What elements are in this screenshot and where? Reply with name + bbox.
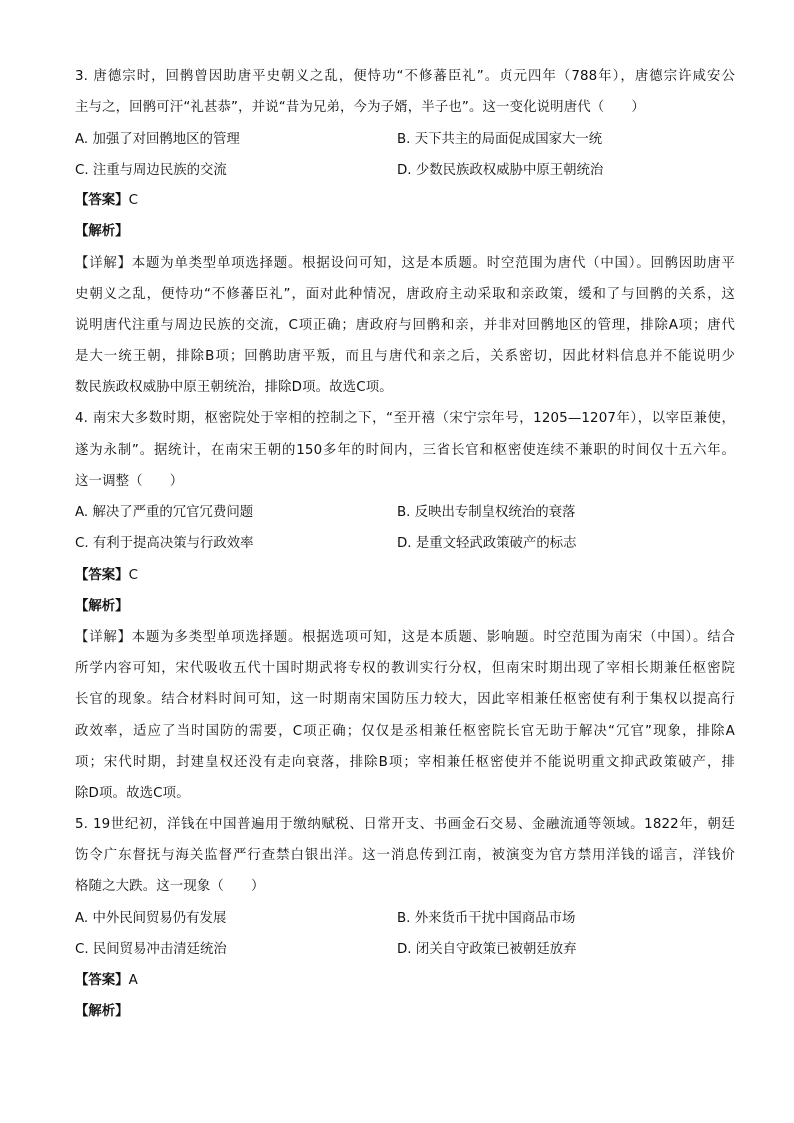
q4-answer-label: 【答案】 [75,568,129,583]
q5-analysis-label: 【解析】 [75,1004,129,1019]
q4-detail-line-1: 【详解】本题为多类型单项选择题。根据选项可知，这是本质题、影响题。时空范围为南宋（中国）。结合 [75,630,735,645]
q4-analysis-label: 【解析】 [75,599,129,614]
q3-option-c: C. 注重与周边民族的交流 [75,163,227,178]
q3-analysis-label: 【解析】 [75,224,129,239]
q5-answer-row [75,971,138,991]
q5-stem-line-2: 饬令广东督抚与海关监督严行查禁白银出洋。这一消息传到江南，被演变为官方禁用洋钱的谣言，洋钱价 [75,848,735,863]
q4-option-d: D. 是重文轻武政策破产的标志 [397,536,577,551]
q3-option-a: A. 加强了对回鹘地区的管理 [75,132,240,147]
q4-detail-line-5: 项；宋代时期，封建皇权还没有走向衰落，排除B项；宰相兼任枢密使并不能说明重文抑武政策破产，排 [75,755,735,770]
q4-stem-line-1: 4. 南宋大多数时期，枢密院处于宰相的控制之下，“至开禧（宋宁宗年号，1205—1207年），以宰臣兼使， [75,411,735,426]
q4-detail-line-4: 政效率，适应了当时国防的需要，C项正确；仅仅是丞相兼任枢密院长官无助于解决“冗官”现象，排除A [75,724,735,739]
q5-answer-value: A [128,973,138,988]
q5-answer-label: 【答案】 [75,973,129,988]
q4-option-c: C. 有利于提高决策与行政效率 [75,536,254,551]
q4-stem-line-2: 遂为永制”。据统计，在南宋王朝的150多年的时间内，三省长官和枢密使连续不兼职的时间仅十五六年。 [75,443,735,458]
q3-option-b: B. 天下共主的局面促成国家大一统 [397,132,603,147]
q3-answer-value: C [128,193,138,208]
q4-stem-line-3: 这一调整（ ） [75,474,184,489]
q4-detail-line-3: 长官的现象。结合材料时间可知，这一时期南宋国防压力较大，因此宰相兼任枢密使有利于集权以提高行 [75,692,735,707]
q5-option-b: B. 外来货币干扰中国商品市场 [397,911,576,926]
q4-answer-value: C [128,568,138,583]
q3-stem-line-2: 主与之，回鹘可汗“礼甚恭”，并说“昔为兄弟，今为子婿，半子也”。这一变化说明唐代（ ） [75,100,645,115]
q5-option-d: D. 闭关自守政策已被朝廷放弃 [397,942,577,957]
q5-stem-line-1: 5. 19世纪初，洋钱在中国普遍用于缴纳赋税、日常开支、书画金石交易、金融流通等领域。1822年，朝廷 [75,817,735,832]
q3-detail-line-2: 史朝义之乱，便恃功“不修蕃臣礼”，面对此种情况，唐政府主动采取和亲政策，缓和了与回鹘的关系，这 [75,287,735,302]
q4-option-b: B. 反映出专制皇权统治的衰落 [397,505,576,520]
q5-option-c: C. 民间贸易冲击清廷统治 [75,942,227,957]
q4-option-a: A. 解决了严重的冗官冗费问题 [75,505,254,520]
q3-detail-line-4: 是大一统王朝，排除B项；回鹘助唐平叛，而且与唐代和亲之后，关系密切，因此材料信息并不能说明少 [75,349,735,364]
q3-answer-row [75,191,138,211]
q4-detail-line-6: 除D项。故选C项。 [75,786,190,801]
q5-option-a: A. 中外民间贸易仍有发展 [75,911,227,926]
q5-stem-line-3: 格随之大跌。这一现象（ ） [75,879,265,894]
q4-detail-line-2: 所学内容可知，宋代吸收五代十国时期武将专权的教训实行分权，但南宋时期出现了宰相长期兼任枢密院 [75,661,735,676]
q3-option-d: D. 少数民族政权威胁中原王朝统治 [397,163,604,178]
q3-detail-line-3: 说明唐代注重与周边民族的交流，C项正确；唐政府与回鹘和亲，并非对回鹘地区的管理，排除A项；唐代 [75,318,735,333]
q3-stem-line-1: 3. 唐德宗时，回鹘曾因助唐平史朝义之乱，便恃功“不修蕃臣礼”。贞元四年（788年），唐德宗许咸安公 [75,69,735,84]
q3-detail-line-1: 【详解】本题为单类型单项选择题。根据设问可知，这是本质题。时空范围为唐代（中国）。回鹘因助唐平 [75,256,735,271]
q3-answer-label: 【答案】 [75,193,129,208]
q4-answer-row [75,566,138,586]
q3-detail-line-5: 数民族政权威胁中原王朝统治，排除D项。故选C项。 [75,380,393,395]
